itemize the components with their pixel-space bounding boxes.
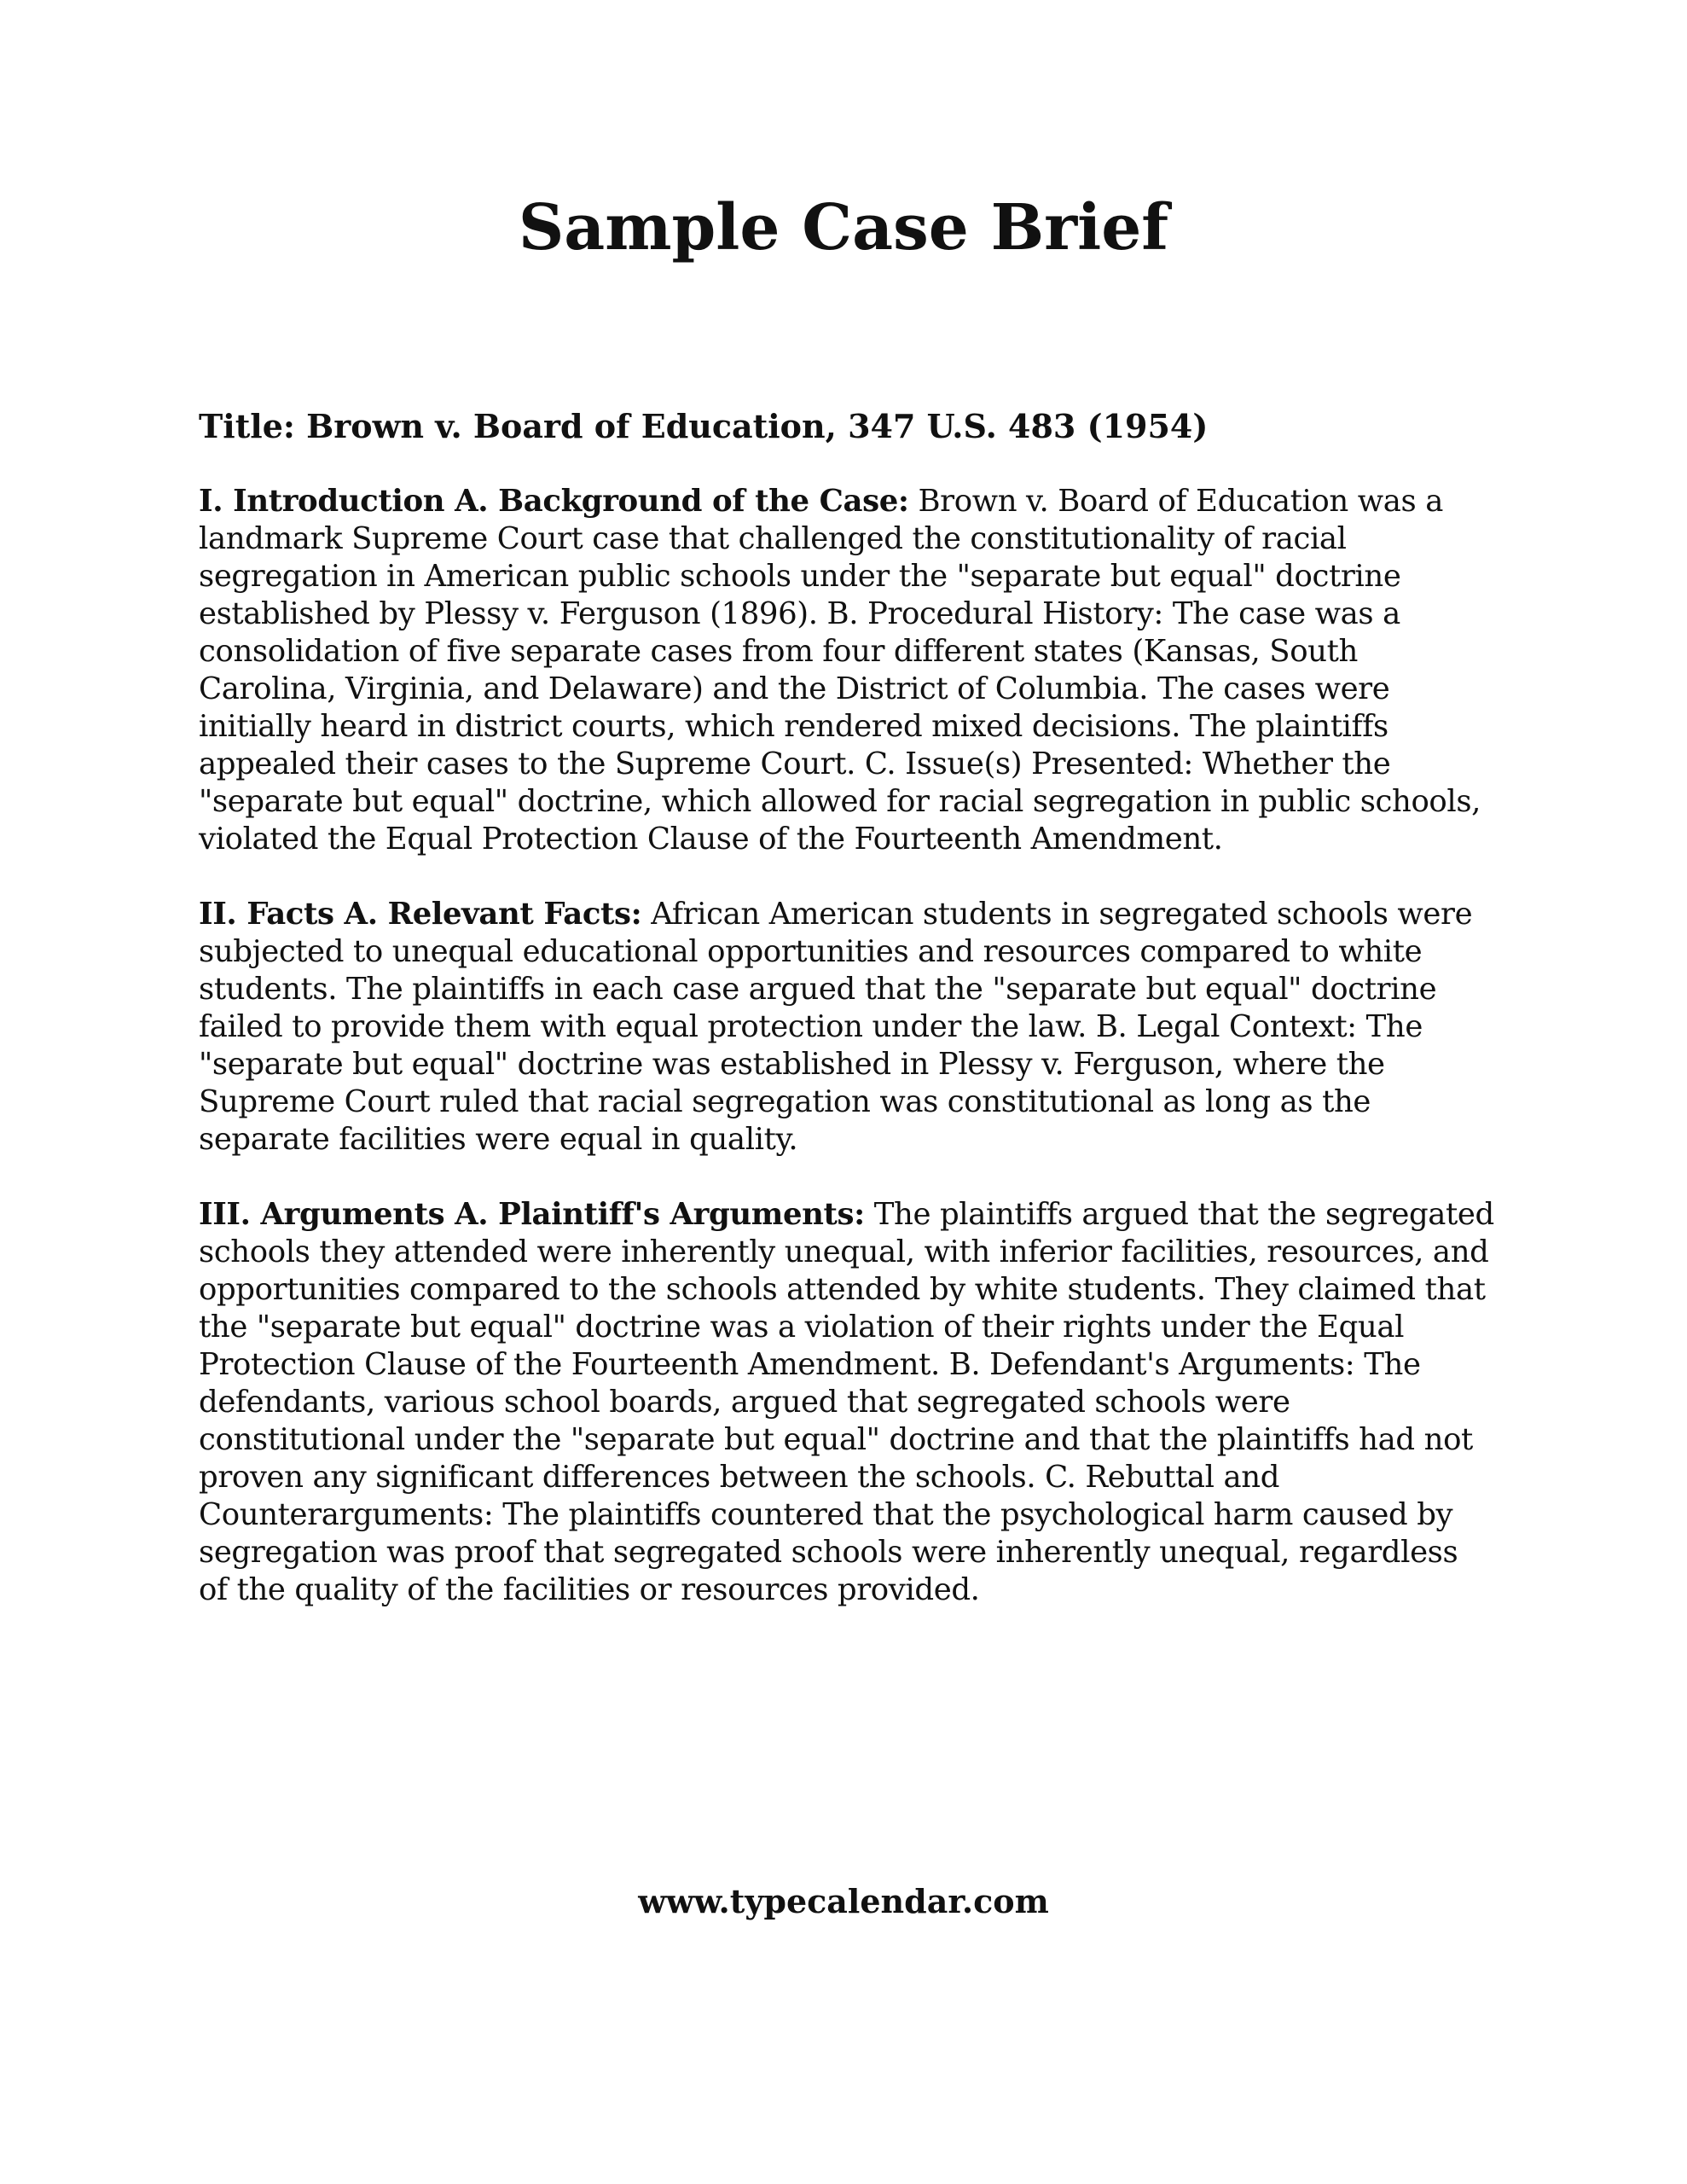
- section-heading: II. Facts A. Relevant Facts:: [199, 897, 642, 932]
- section-text: African American students in segregated schools were subjected to unequal educational opportunities and resources compared to white students. The plaintiffs in each case argued that the "separate but equal" doctrine failed to provide them with equal protection under the law. B. Legal Context: The "separate but equal" doctrine was established in Plessy v. Ferguson, where the Supreme Court ruled that racial segregation was constitutional as long as the separate facilities were equal in quality.: [199, 897, 1473, 1157]
- document-body: [199, 408, 1495, 1647]
- document-title: Sample Case Brief: [518, 191, 1169, 264]
- section-arguments: [199, 1196, 1495, 1609]
- section-text: Brown v. Board of Education was a landmark Supreme Court case that challenged the constitutionality of racial segregation in American public schools under the "separate but equal" doctrine established by Plessy v. Ferguson (1896). B. Procedural History: The case was a consolidation of five separate cases from four different states (Kansas, South Carolina, Virginia, and Delaware) and the District of Columbia. The cases were initially heard in district courts, which rendered mixed decisions. The plaintiffs appealed their cases to the Supreme Court. C. Issue(s) Presented: Whether the "separate but equal" doctrine, which allowed for racial segregation in public schools, violated the Equal Protection Clause of the Fourteenth Amendment.: [199, 484, 1481, 857]
- section-heading: I. Introduction A. Background of the Case:: [199, 484, 909, 519]
- footer-website: www.typecalendar.com: [638, 1882, 1049, 1920]
- section-facts: [199, 896, 1495, 1159]
- case-title: Title: Brown v. Board of Education, 347 U.S. 483 (1954): [199, 407, 1209, 445]
- section-heading: III. Arguments A. Plaintiff's Arguments:: [199, 1197, 865, 1232]
- section-text: The plaintiffs argued that the segregated schools they attended were inherently unequal, with inferior facilities, resources, and opportunities compared to the schools attended by white students. They claimed that the "separate but equal" doctrine was a violation of their rights under the Equal Protection Clause of the Fourteenth Amendment. B. Defendant's Arguments: The defendants, various school boards, argued that segregated schools were constitutional under the "separate but equal" doctrine and that the plaintiffs had not proven any significant differences between the schools. C. Rebuttal and Counterarguments: The plaintiffs countered that the psychological harm caused by segregation was proof that segregated schools were inherently unequal, regardless of the quality of the facilities or resources provided.: [199, 1197, 1494, 1607]
- section-introduction: [199, 483, 1495, 858]
